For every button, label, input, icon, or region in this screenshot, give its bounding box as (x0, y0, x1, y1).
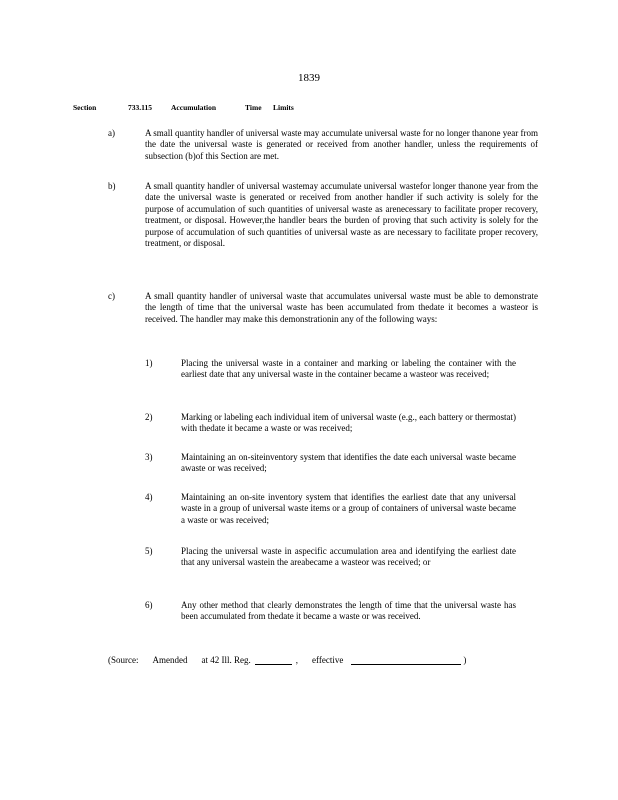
subparagraph-marker: 4) (145, 492, 153, 502)
subparagraph-3 (145, 452, 516, 475)
subparagraph-2 (145, 412, 516, 435)
subparagraph-1 (145, 358, 516, 381)
subparagraph-marker: 2) (145, 412, 153, 422)
section-title-word: Limits (273, 103, 294, 112)
paragraph-marker: c) (108, 291, 115, 301)
subparagraph-5 (145, 546, 516, 569)
source-open: (Source: (108, 655, 139, 665)
section-label: Section (73, 103, 97, 112)
subparagraph-4 (145, 492, 516, 526)
subparagraph-marker: 6) (145, 600, 153, 610)
source-effective: effective (312, 655, 344, 665)
section-title-word: Accumulation (171, 103, 216, 112)
paragraph-marker: b) (108, 181, 116, 191)
source-close: ) (463, 655, 467, 665)
subparagraph-marker: 5) (145, 546, 153, 556)
subparagraph-6 (145, 600, 516, 623)
paragraph-b (108, 181, 538, 249)
paragraph-text: A small quantity handler of universal wastemay accumulate universal wastefor longer thanone year from the date the universal waste is generated or received from another handler if such activity is solely for the purpose of accumulation of such quantities of universal waste as arenecessary to facilitate proper recovery, treatment, or disposal. However,the handler bears the burden of proving that such activity is solely for the purpose of accumulation of such quantities of universal waste as are necessary to facilitate proper recovery, treatment, or disposal. (145, 181, 538, 249)
source-register: at 42 Ill. Reg. (201, 655, 251, 665)
section-title-word: Time (245, 103, 262, 112)
register-page-blank (255, 655, 292, 665)
subparagraph-text: Marking or labeling each individual item of universal waste (e.g., each battery or thermostat) with thedate it became a waste or was received; (181, 412, 516, 434)
subparagraph-marker: 3) (145, 452, 153, 462)
subparagraph-marker: 1) (145, 358, 153, 368)
paragraph-c (108, 291, 538, 325)
paragraph-a (108, 128, 538, 162)
page-number: 1839 (298, 72, 320, 84)
source-note (108, 655, 466, 665)
subparagraph-text: Any other method that clearly demonstrates the length of time that the universal waste has been accumulated from thedate it became a waste or was received. (181, 600, 516, 622)
source-amended: Amended (152, 655, 188, 665)
paragraph-text: A small quantity handler of universal waste that accumulates universal waste must be able to demonstrate the length of time that the universal waste has been accumulated from thedate it becomes a wasteor is received. The handler may make this demonstrationin any of the following ways: (145, 291, 538, 324)
effective-date-blank (351, 655, 461, 665)
subparagraph-text: Placing the universal waste in a container and marking or labeling the container with the earliest date that any universal waste in the container became a wasteor was received; (181, 358, 516, 380)
paragraph-text: A small quantity handler of universal waste may accumulate universal waste for no longer thanone year from the date the universal waste is generated or received from another handler, unless the requirements of subsection (b)of this Section are met. (145, 128, 538, 161)
source-comma: , (295, 655, 298, 665)
subparagraph-text: Maintaining an on-site inventory system that identifies the earliest date that any universal waste in a group of universal waste items or a group of containers of universal waste became a waste or was received; (181, 492, 516, 525)
paragraph-marker: a) (108, 128, 115, 138)
subparagraph-text: Placing the universal waste in aspecific accumulation area and identifying the earliest date that any universal wastein the areabecame a wasteor was received; or (181, 546, 516, 568)
subparagraph-text: Maintaining an on-siteinventory system that identifies the date each universal waste became awaste or was received; (181, 452, 516, 474)
section-heading (73, 103, 294, 112)
section-number: 733.115 (128, 103, 152, 112)
